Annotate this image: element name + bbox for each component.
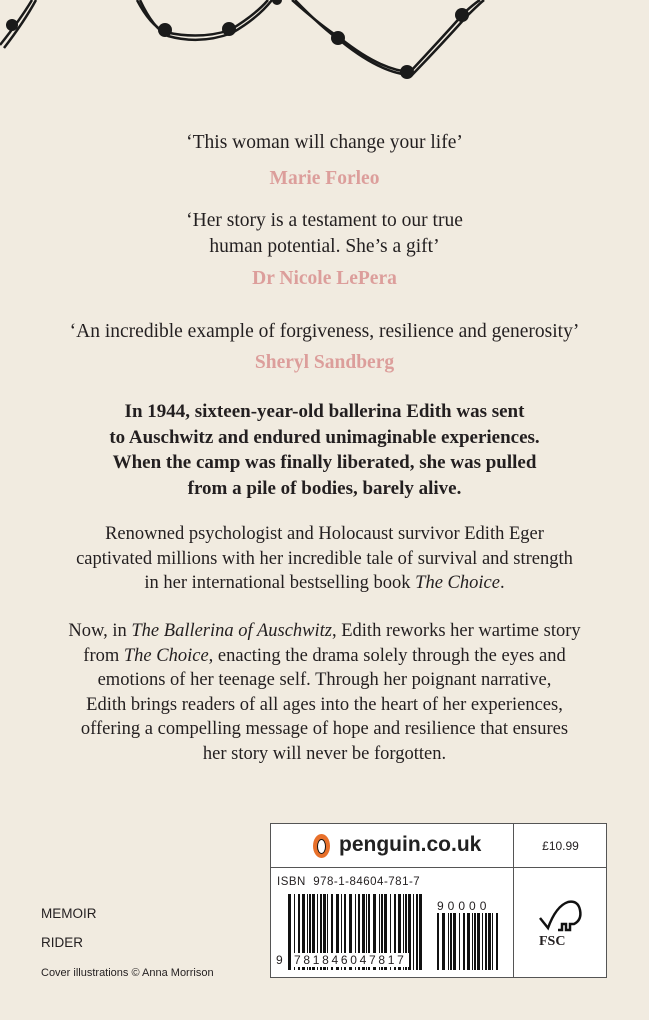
- text-line: emotions of her teenage self. Through her poignant narrative,: [97, 670, 552, 690]
- text: Now, in: [68, 621, 132, 641]
- text-line: [0, 619, 649, 644]
- quote-2-author: Dr Nicole LePera: [252, 268, 397, 289]
- quote-1-author: Marie Forleo: [269, 168, 380, 189]
- quote-2-line-1: ‘Her story is a testament to our true: [186, 210, 463, 231]
- barcode-bar: [488, 913, 491, 970]
- lead-line: from a pile of bodies, barely alive.: [187, 477, 462, 499]
- category: MEMOIR: [41, 906, 97, 921]
- barcode-bar: [474, 913, 476, 970]
- website: penguin.co.uk: [339, 833, 482, 856]
- barcode-bar: [453, 913, 456, 970]
- barcode-bar: [416, 894, 418, 970]
- barcode-bar: [442, 913, 445, 970]
- barcode-bar: [288, 894, 291, 970]
- paragraph-1: [0, 522, 649, 596]
- text: from: [83, 645, 124, 666]
- paragraph-2: [0, 619, 649, 766]
- quote-3-author: Sheryl Sandberg: [254, 352, 395, 373]
- quote-1: ‘This woman will change your life’: [186, 132, 463, 153]
- price: £10.99: [542, 839, 579, 853]
- lead-line: When the camp was finally liberated, she was pulled: [112, 452, 537, 473]
- barcode-bar: [419, 894, 422, 970]
- text-line: offering a compelling message of hope and resilience that ensures: [80, 719, 569, 739]
- ean-digits: 781846047817: [294, 953, 407, 967]
- barcode-bar: [448, 913, 449, 970]
- text-line: [0, 571, 649, 596]
- ean-first-digit: 9: [276, 953, 283, 967]
- text-line: Edith brings readers of all ages into the heart of her experiences,: [86, 694, 563, 715]
- text: in her international bestselling book: [144, 573, 416, 593]
- imprint: RIDER: [41, 935, 84, 950]
- lead-line: In 1944, sixteen-year-old ballerina Edith was sent: [124, 401, 525, 422]
- divider: [271, 867, 606, 868]
- book-title: The Ballerina of Auschwitz: [131, 621, 332, 641]
- barcode-bar: [450, 913, 452, 970]
- barcode-bar: [492, 913, 493, 970]
- text: .: [499, 573, 505, 593]
- book-title: The Choice: [123, 645, 209, 666]
- text-line: [0, 644, 649, 669]
- barcode-bar: [482, 913, 483, 970]
- barcode-bar: [437, 913, 439, 970]
- barcode-bar: [485, 913, 487, 970]
- text: , Edith reworks her wartime story: [331, 621, 581, 641]
- barcode-bar: [472, 913, 473, 970]
- barcode-bar: [413, 894, 414, 970]
- text: , enacting the drama solely through the eyes and: [208, 645, 566, 666]
- barcode-box: [270, 823, 607, 978]
- barcode-bar: [496, 913, 498, 970]
- quote-3: ‘An incredible example of forgiveness, resilience and generosity’: [69, 321, 580, 342]
- fsc-tree-icon: [536, 896, 584, 936]
- text-line: Renowned psychologist and Holocaust survivor Edith Eger: [105, 524, 544, 544]
- barcode-bar: [459, 913, 460, 970]
- illustration-credit: Cover illustrations © Anna Morrison: [41, 967, 214, 979]
- fsc-label: FSC: [539, 934, 566, 949]
- lead-paragraph: [0, 399, 649, 501]
- addon-barcode: [437, 913, 499, 970]
- addon-digits: 90000: [437, 899, 491, 913]
- barcode-bar: [477, 913, 480, 970]
- isbn: ISBN 978-1-84604-781-7: [277, 876, 421, 888]
- text-line: her story will never be forgotten.: [202, 743, 447, 764]
- lead-line: to Auschwitz and endured unimaginable experiences.: [109, 426, 540, 448]
- text-line: captivated millions with her incredible tale of survival and strength: [76, 548, 573, 569]
- book-title: The Choice: [415, 573, 500, 593]
- penguin-logo-icon: [313, 834, 330, 858]
- barcode-bar: [463, 913, 465, 970]
- quote-2-line-2: human potential. She’s a gift’: [209, 236, 440, 257]
- barcode-bar: [467, 913, 470, 970]
- barbed-wire-illustration: [0, 0, 649, 100]
